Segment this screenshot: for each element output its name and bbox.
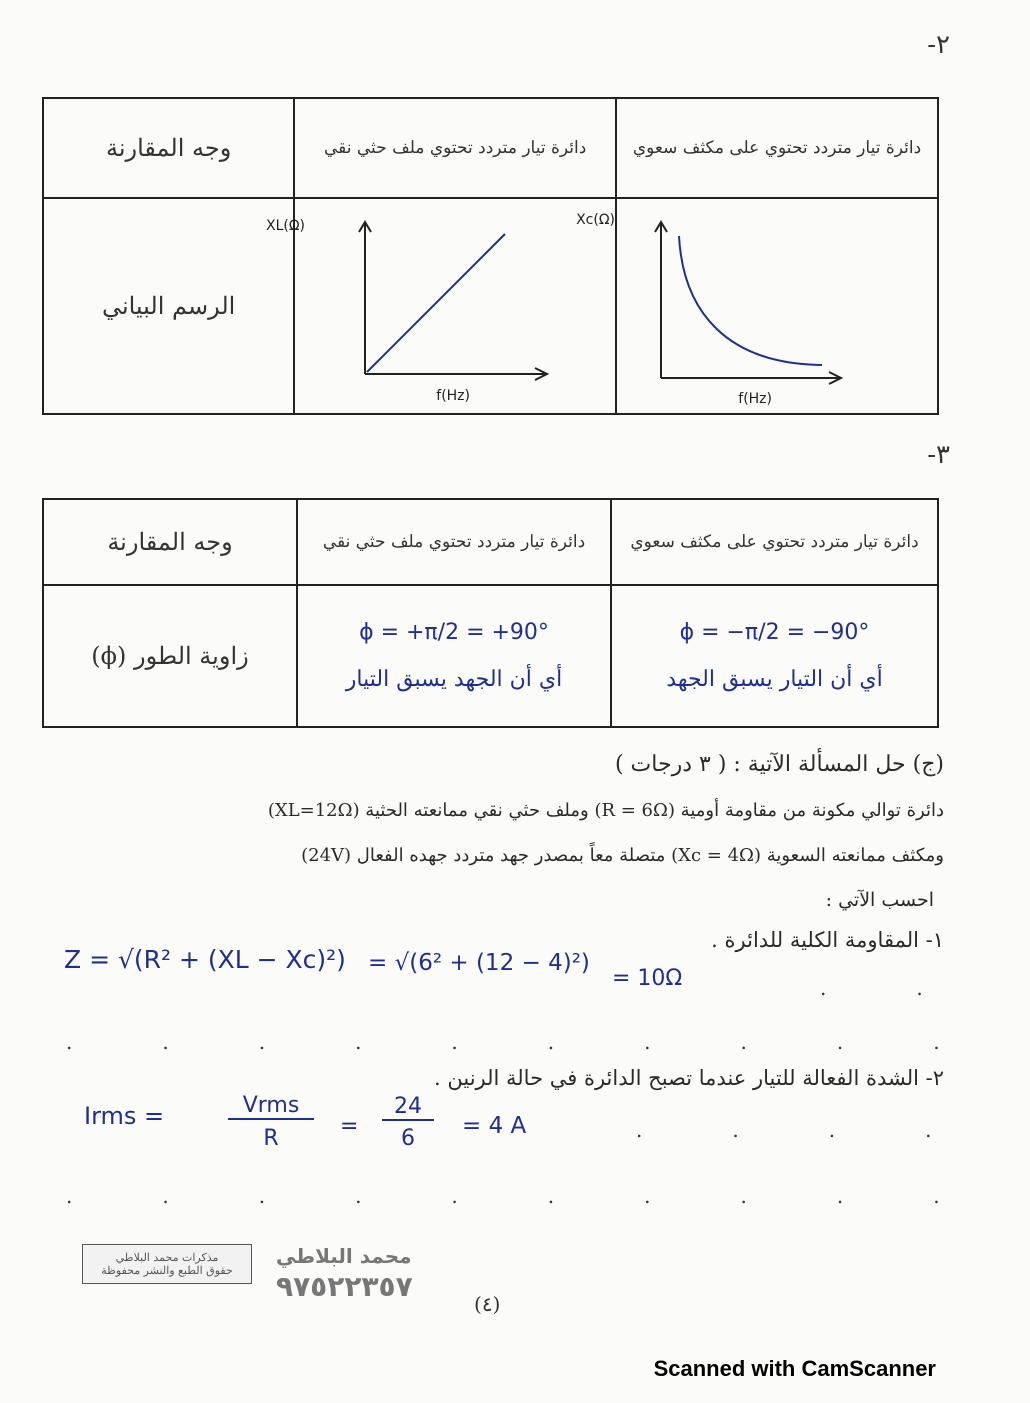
header-criterion: وجه المقارنة bbox=[43, 499, 297, 585]
equals-sign: = bbox=[340, 1114, 359, 1139]
coil-phase-equation: ϕ = +π/2 = +90° bbox=[359, 620, 549, 645]
header-coil-circuit: دائرة تيار متردد تحتوي ملف حثي نقي bbox=[294, 98, 616, 198]
xl-axis-label: XL(Ω) bbox=[266, 218, 306, 234]
problem-title: (ج) حل المسألة الآتية : ( ٣ درجات ) bbox=[614, 752, 944, 777]
cap-phase-note: أي أن التيار يسبق الجهد bbox=[666, 667, 883, 692]
stamp-line-2: حقوق الطبع والنشر محفوظة bbox=[101, 1264, 233, 1277]
comparison-table-phase bbox=[42, 498, 939, 728]
inductive-reactance-graph bbox=[266, 204, 605, 404]
coil-graph-cell bbox=[266, 198, 616, 414]
answer-1-result: = 10Ω bbox=[612, 966, 683, 991]
dots-row: .......... bbox=[66, 1184, 1030, 1208]
dots-row: .... bbox=[636, 1118, 1022, 1142]
cap-phase-cell bbox=[611, 585, 938, 727]
page-number: (٤) bbox=[474, 1292, 501, 1316]
section-number-2: -٢ bbox=[927, 30, 950, 60]
dots-row: .......... bbox=[66, 1030, 1030, 1054]
problem-line-2: ومكثف ممانعته السعوية (Xc = 4Ω) متصلة معاً بمصدر جهد متردد جهده الفعال (24V) bbox=[301, 845, 944, 866]
xc-axis-label: Xc(Ω) bbox=[576, 211, 615, 228]
camscanner-watermark: Scanned with CamScanner bbox=[653, 1356, 936, 1381]
capacitive-reactance-graph bbox=[576, 202, 937, 407]
row-label-graph: الرسم البياني bbox=[43, 198, 294, 414]
stamp-line-1: مذكرات محمد البلاطي bbox=[115, 1251, 219, 1264]
problem-line-1: دائرة توالي مكونة من مقاومة أومية (R = 6Ω) وملف حثي نقي ممانعته الحثية (XL=12Ω) bbox=[267, 800, 944, 821]
coil-phase-cell bbox=[297, 585, 611, 727]
copyright-stamp bbox=[82, 1244, 252, 1284]
answer-2-result: = 4 A bbox=[462, 1113, 527, 1139]
problem-line-3: احسب الآتي : bbox=[825, 889, 934, 911]
question-2: ٢- الشدة الفعالة للتيار عندما تصبح الدائرة في حالة الرنين . bbox=[434, 1066, 944, 1090]
f-axis-label: f(Hz) bbox=[738, 390, 772, 407]
answer-2-denominator-value: 6 bbox=[401, 1126, 415, 1151]
row-label-phase: زاوية الطور (ϕ) bbox=[43, 585, 297, 727]
answer-2-numerator: Vrms bbox=[228, 1093, 314, 1120]
coil-phase-note: أي أن الجهد يسبق التيار bbox=[345, 667, 563, 692]
f-axis-label: f(Hz) bbox=[436, 388, 471, 404]
header-coil-circuit: دائرة تيار متردد تحتوي ملف حثي نقي bbox=[297, 499, 611, 585]
cap-phase-equation: ϕ = −π/2 = −90° bbox=[679, 620, 870, 645]
header-capacitor-circuit: دائرة تيار متردد تحتوي على مكثف سعوي bbox=[616, 98, 938, 198]
header-criterion: وجه المقارنة bbox=[43, 98, 294, 198]
answer-1-formula: Z = √(R² + (XL − Xc)²) bbox=[64, 945, 346, 974]
xc-curve bbox=[679, 236, 822, 365]
header-capacitor-circuit: دائرة تيار متردد تحتوي على مكثف سعوي bbox=[611, 499, 938, 585]
answer-2-numerator-value: 24 bbox=[382, 1094, 434, 1121]
answer-1-substitution: = √(6² + (12 − 4)²) bbox=[368, 950, 590, 976]
xl-line bbox=[367, 234, 505, 372]
author-phone: ٩٧٥٢٢٣٥٧ bbox=[276, 1270, 413, 1303]
author-name: محمد البلاطي bbox=[276, 1244, 412, 1268]
answer-2-lhs: Irms = bbox=[84, 1102, 165, 1130]
answer-2-denominator: R bbox=[263, 1126, 279, 1151]
dots-row: .. bbox=[820, 976, 1013, 1000]
section-number-3: -٣ bbox=[927, 440, 950, 470]
comparison-table-graphs bbox=[42, 97, 939, 415]
cap-graph-cell bbox=[576, 198, 938, 414]
question-1: ١- المقاومة الكلية للدائرة . bbox=[711, 928, 944, 952]
